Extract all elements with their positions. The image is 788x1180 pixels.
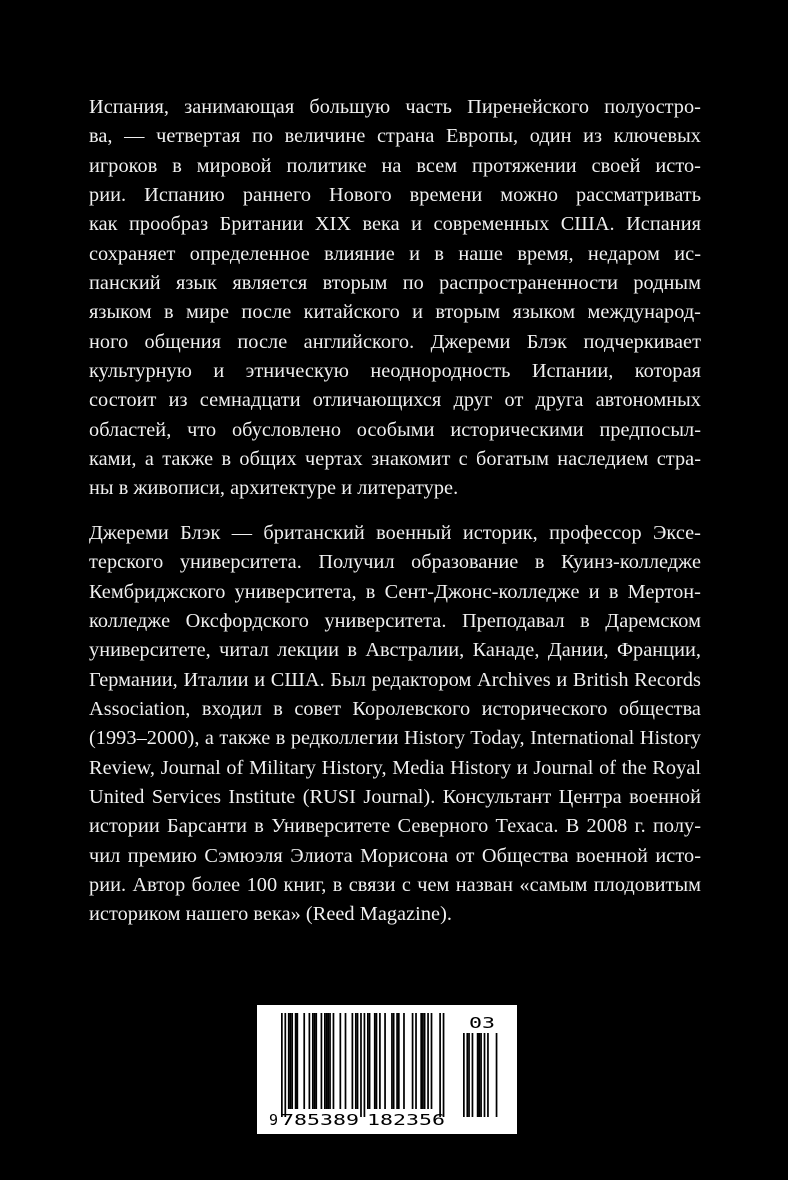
- barcode-bar: [398, 1013, 400, 1109]
- barcode-bar: [393, 1013, 395, 1109]
- barcode-bar: [309, 1013, 311, 1109]
- bio-line: чил премию Сэмюэля Элиота Морисона от Общества военной исто-: [89, 844, 701, 867]
- barcode-bar: [324, 1013, 326, 1109]
- bio-line: Германии, Италии и США. Был редактором Archives и British Records: [89, 668, 701, 691]
- barcode-bar: [412, 1013, 414, 1109]
- bio-line: рии. Автор более 100 книг, в связи с чем назван «самым плодовитым: [89, 874, 701, 897]
- barcode-bar: [431, 1013, 433, 1109]
- barcode-bar: [376, 1013, 378, 1109]
- ean13-bars: [281, 1013, 444, 1117]
- bio-line: Review, Journal of Military History, Media History и Journal of the Royal: [89, 756, 701, 779]
- annotation-line: панский язык является вторым по распространенности родным: [89, 272, 701, 295]
- barcode-bar: [374, 1013, 376, 1109]
- barcode-graphic: [257, 1005, 517, 1134]
- barcode-bar: [369, 1013, 371, 1109]
- author-biography: [89, 519, 701, 930]
- addon-bars: [463, 1033, 497, 1117]
- barcode-first-digit: 9: [269, 1111, 279, 1129]
- barcode-bar: [284, 1013, 286, 1117]
- barcode-bar: [329, 1013, 331, 1109]
- barcode-bar: [345, 1013, 347, 1109]
- annotation-line: ного общения после английского. Джереми Блэк подчеркивает: [89, 330, 701, 353]
- barcode-bar: [396, 1013, 398, 1109]
- addon-bar: [480, 1033, 482, 1117]
- barcode-bar: [352, 1013, 354, 1109]
- bio-line: терского университета. Получил образование в Куинз-колледже: [89, 551, 701, 574]
- barcode-bar: [422, 1013, 424, 1109]
- barcode-bar: [367, 1013, 369, 1109]
- barcode-bar: [314, 1013, 316, 1109]
- barcode-bar: [384, 1013, 386, 1109]
- barcode-bar: [295, 1013, 297, 1109]
- barcode-bar: [296, 1013, 298, 1109]
- addon-bar: [466, 1033, 468, 1117]
- bio-line: колледже Оксфордского университета. Преподавал в Даремском: [89, 610, 701, 633]
- barcode-bar: [415, 1013, 417, 1109]
- addon-bar: [484, 1033, 486, 1117]
- barcode-bar: [321, 1013, 323, 1109]
- barcode-bar: [281, 1013, 283, 1117]
- barcode-bar: [303, 1013, 305, 1109]
- bio-line: Кембриджского университета, в Сент-Джонс-колледже и в Мертон-: [89, 580, 701, 603]
- bio-line: историком нашего века» (Reed Magazine).: [89, 903, 453, 926]
- addon-bar: [487, 1033, 489, 1117]
- barcode-right-digits: 182356: [367, 1111, 445, 1129]
- addon-bar: [477, 1033, 479, 1117]
- annotation-line: состоит из семнадцати отличающихся друг от друга автономных: [89, 389, 701, 412]
- barcode-bar: [379, 1013, 381, 1109]
- barcode-bar: [333, 1013, 335, 1109]
- isbn-barcode: [257, 1005, 517, 1134]
- annotation-line: ны в живописи, архитектуре и литературе.: [89, 477, 459, 500]
- barcode-bar: [355, 1013, 357, 1109]
- annotation-line: игроков в мировой политике на всем протяжении своей исто-: [89, 154, 701, 177]
- barcode-bar: [443, 1013, 445, 1117]
- barcode-bar: [391, 1013, 393, 1109]
- annotation-line: ками, а также в общих чертах знакомит с богатым наследием стра-: [89, 448, 701, 471]
- barcode-bar: [364, 1013, 366, 1117]
- bio-line: Джереми Блэк — британский военный историк, профессор Эксе-: [89, 522, 701, 544]
- barcode-bar: [312, 1013, 314, 1109]
- barcode-bar: [290, 1013, 292, 1109]
- barcode-bar: [427, 1013, 429, 1109]
- bio-line: Association, входил в совет Королевского исторического общества: [89, 698, 701, 721]
- book-annotation: [89, 93, 701, 504]
- barcode-bar: [403, 1013, 405, 1109]
- barcode-bar: [357, 1013, 359, 1109]
- annotation-line: ва, — четвертая по величине страна Европы, один из ключевых: [89, 125, 701, 148]
- barcode-left-digits: 785389: [281, 1111, 359, 1129]
- barcode-addon-digits: 03: [469, 1014, 495, 1032]
- addon-bar: [496, 1033, 498, 1117]
- bio-line: United Services Institute (RUSI Journal). Консультант Центра военной: [89, 786, 701, 809]
- annotation-line: Испания, занимающая большую часть Пиренейского полуостро-: [89, 96, 701, 118]
- annotation-line: областей, что обусловлено особыми историческими предпосыл-: [89, 418, 701, 441]
- annotation-line: сохраняет определенное влияние и в наше время, недаром ис-: [89, 242, 701, 265]
- barcode-bar: [288, 1013, 290, 1109]
- addon-bar: [468, 1033, 470, 1117]
- barcode-bar: [360, 1013, 362, 1117]
- bio-line: истории Барсанти в Университете Северного Техаса. В 2008 г. полу-: [89, 815, 701, 838]
- annotation-line: культурную и этническую неоднородность Испании, которая: [89, 360, 701, 383]
- barcode-bar: [315, 1013, 317, 1109]
- addon-bar: [463, 1033, 465, 1117]
- barcode-bar: [327, 1013, 329, 1109]
- barcode-bar: [326, 1013, 328, 1109]
- annotation-line: рии. Испанию раннего Нового времени можно рассматривать: [89, 184, 701, 207]
- barcode-bar: [339, 1013, 341, 1109]
- barcode-bar: [291, 1013, 293, 1109]
- barcode-bar: [439, 1013, 441, 1117]
- addon-bar: [478, 1033, 480, 1117]
- addon-bar: [472, 1033, 474, 1117]
- barcode-bar: [424, 1013, 426, 1109]
- bio-line: университете, читал лекции в Австралии, Канаде, Дании, Франции,: [89, 639, 701, 662]
- barcode-bar: [420, 1013, 422, 1109]
- annotation-line: языком в мире после китайского и вторым языком международ-: [89, 301, 701, 324]
- annotation-line: как прообраз Британии XIX века и современных США. Испания: [89, 213, 701, 236]
- bio-line: (1993–2000), а также в редколлегии History Today, International History: [89, 727, 701, 750]
